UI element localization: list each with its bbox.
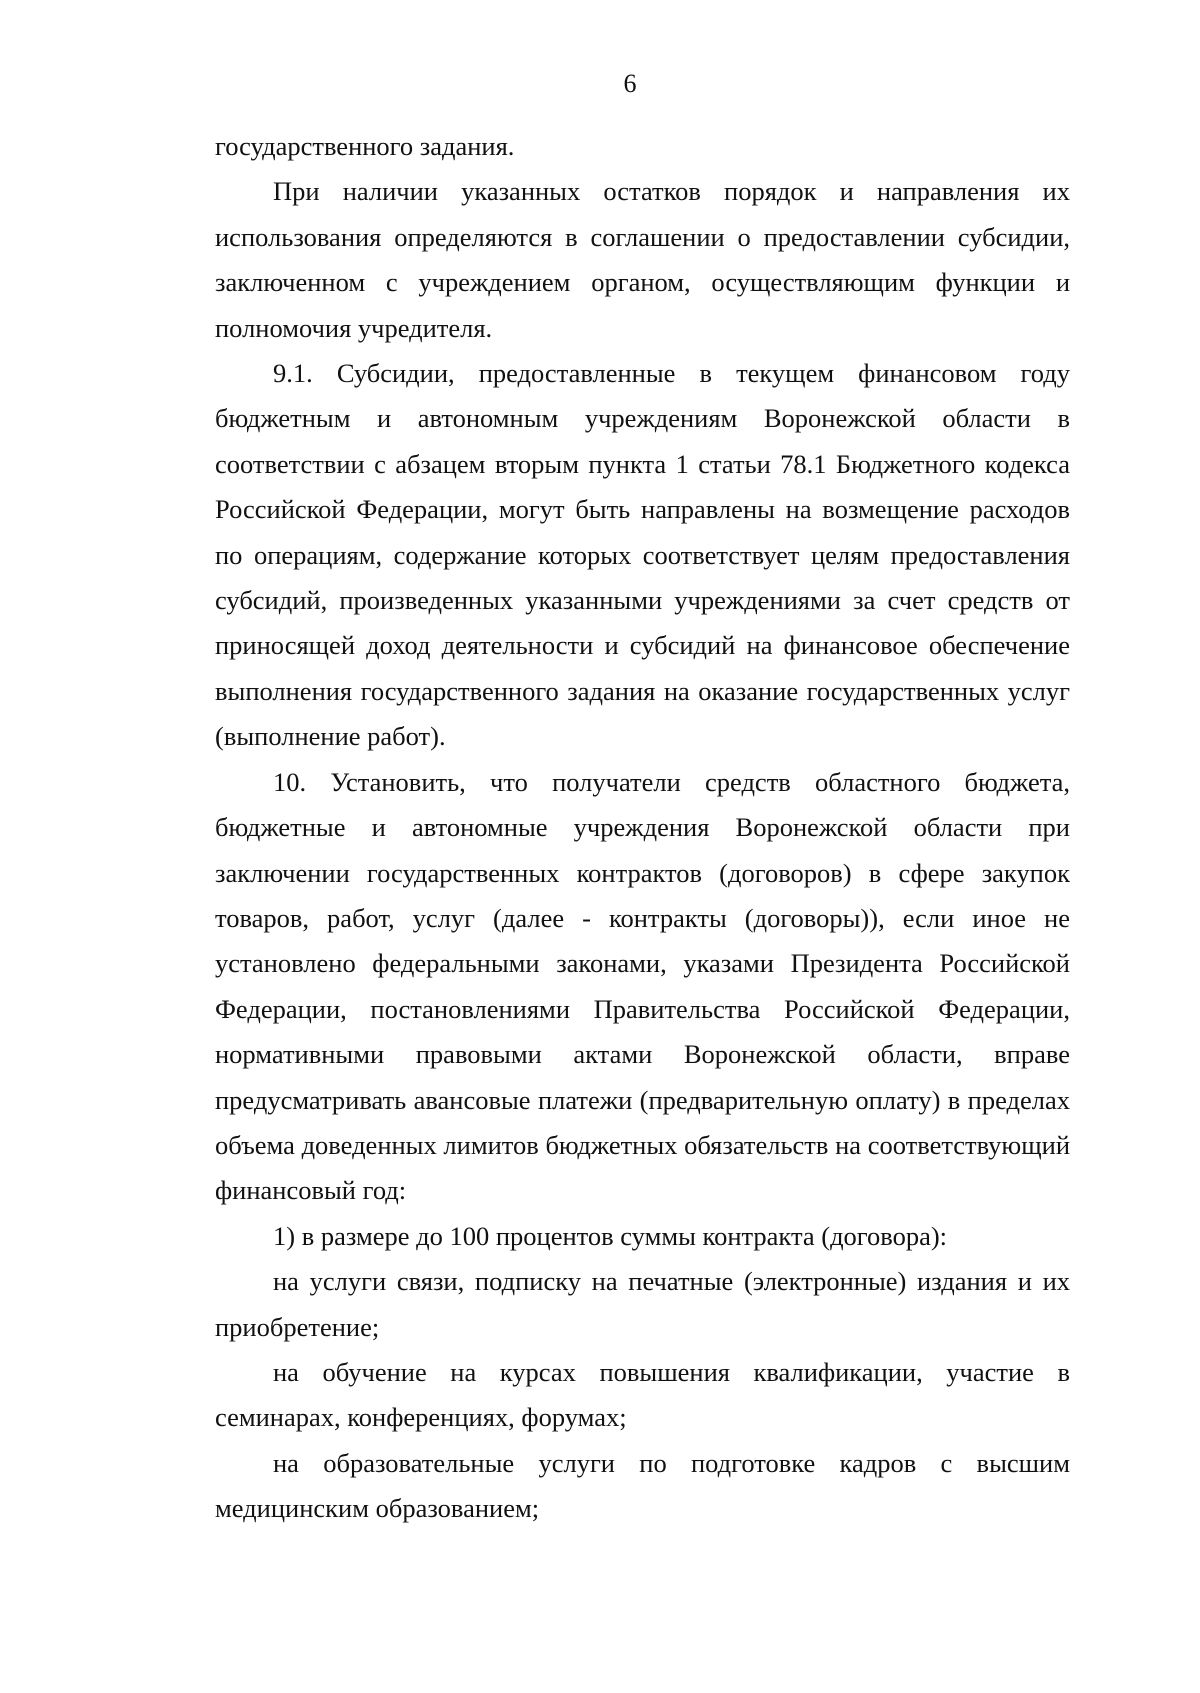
list-item: на услуги связи, подписку на печатные (электронные) издания и их приобретение; bbox=[215, 1266, 1070, 1342]
document-body bbox=[215, 124, 1070, 1532]
paragraph-10-item-1: 1) в размере до 100 процентов суммы контракта (договора): bbox=[273, 1220, 948, 1251]
list-item: на обучение на курсах повышения квалификации, участие в семинарах, конференциях, форумах; bbox=[215, 1356, 1070, 1433]
paragraph-remainders-usage: При наличии указанных остатков порядок и направления их использования определяются в соглашении о предоставлении субсидии, заключенном с учреждением органом, осуществляющим функции и полномочия учредителя. bbox=[215, 176, 1070, 343]
paragraph-9-1: 9.1. Субсидии, предоставленные в текущем финансовом году бюджетным и автономным учреждениям Воронежской области в соответствии с абзацем вторым пункта 1 статьи 78.1 Бюджетного кодекса Российской Федерации, могут быть направлены на возмещение расходов по операциям, содержание которых соответствует целям предоставления субсидий, произведенных указанными учреждениями за счет средств от приносящей доход деятельности и субсидий на финансовое обеспечение выполнения государственного задания на оказание государственных услуг (выполнение работ). bbox=[215, 358, 1070, 752]
page-number: 6 bbox=[623, 69, 637, 98]
list-item: на образовательные услуги по подготовке кадров с высшим медицинским образованием; bbox=[215, 1447, 1070, 1524]
paragraph-10: 10. Установить, что получатели средств областного бюджета, бюджетные и автономные учреждения Воронежской области при заключении государственных контрактов (договоров) в сфере закупок товаров, работ, услуг (далее - контракты (договоры)), если иное не установлено федеральными законами, указами Президента Российской Федерации, постановлениями Правительства Российской Федерации, нормативными правовыми актами Воронежской области, вправе предусматривать авансовые платежи (предварительную оплату) в пределах объема доведенных лимитов бюджетных обязательств на соответствующий финансовый год: bbox=[215, 766, 1070, 1206]
paragraph-continuation: государственного задания. bbox=[215, 131, 515, 161]
